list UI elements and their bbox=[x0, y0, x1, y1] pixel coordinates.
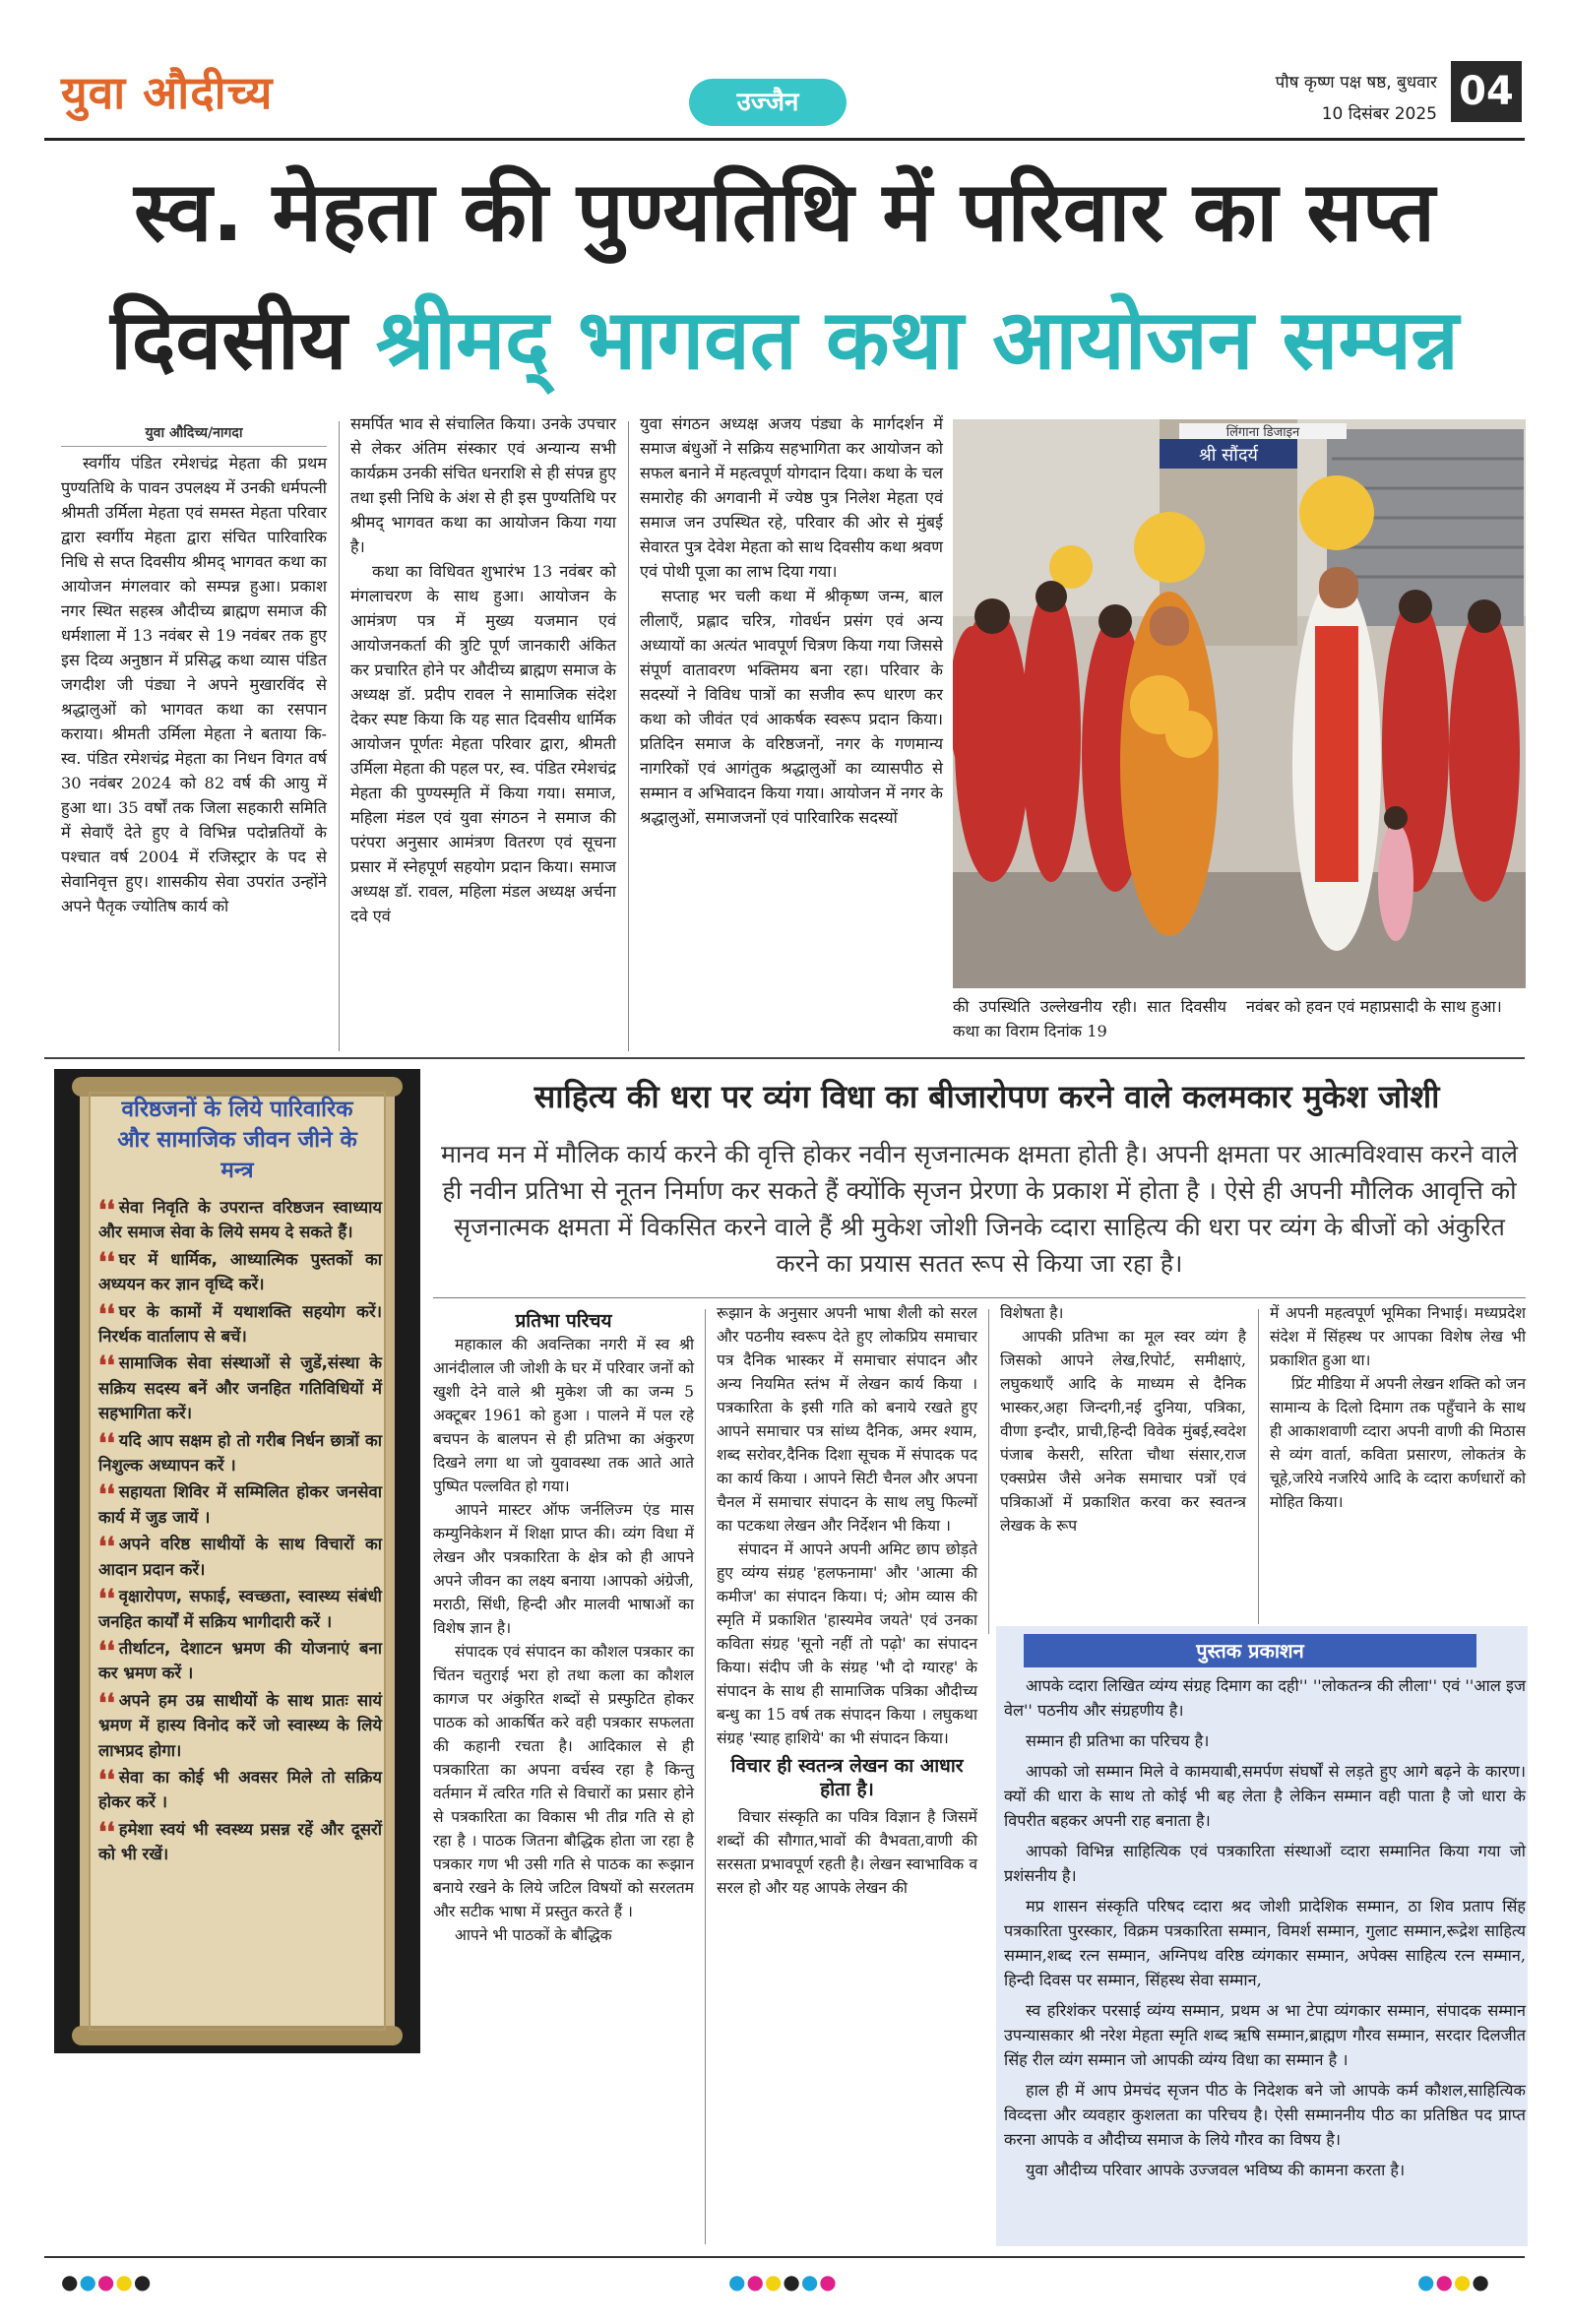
scroll-title: वरिष्ठजनों के लिये पारिवारिक और सामाजिक जीवन जीने के मन्त्र bbox=[117, 1097, 357, 1183]
scroll-item-text: अपने हम उम्र साथीयों के साथ प्रातः सायं भ्रमण में हास्य विनोद करें जो स्वास्थ्य के लिये लाभप्रद होगा। bbox=[98, 1690, 382, 1760]
story1-col2b-text: कथा का विधिवत शुभारंभ 13 नवंबर को मंगलाचरण के साथ हुआ। आयोजन के आमंत्रण पत्र में मुख्य यजमान एवं आयोजनकर्ता की त्रुटि पूर्ण जानकारी अंकित कर प्रचारित होने पर औदीच्य ब्राह्मण समाज के अध्यक्ष डॉ. प्रदीप रावल ने सामाजिक संदेश देकर स्पष्ट किया कि यह सात दिवसीय धार्मिक आयोजन पूर्णतः मेहता परिवार द्वारा, श्रीमती उर्मिला मेहता की पहल पर, स्व. पंडित रमेशचंद्र मेहता की पुण्यस्मृति में किया गया। समाज, महिला मंडल एवं युवा संगठन ने समाज की परंपरा अनुसार आमंत्रण वितरण एवं सूचना प्रसार में स्नेहपूर्ण सहयोग प्रदान किया। समाज अध्यक्ष डॉ. रावल, महिला मंडल अध्यक्ष अर्चना दवे एवं bbox=[350, 562, 616, 925]
story1-byline: युवा औदिच्य/नागदा bbox=[61, 421, 327, 447]
book-para: युवा औदीच्य परिवार आपके उज्जवल भविष्य की कामना करता है। bbox=[1026, 2161, 1406, 2179]
story1-col3b-text: सप्ताह भर चली कथा में श्रीकृष्ण जन्म, बाल लीलाएँ, प्रह्लाद चरित्र, गोवर्धन प्रसंग एवं अन्य अध्यायों का अत्यंत भावपूर्ण चित्रण किया गया जिससे संपूर्ण वातावरण भक्तिमय बना रहा। परिवार के सदस्यों ने विविध पात्रों का सजीव रूप धारण कर कथा को जीवंत एवं आकर्षक स्वरूप प्रदान किया। प्रतिदिन समाज के वरिष्ठजनों, नगर के गणमान्य नागरिकों एवं आगंतुक श्रद्धालुओं का व्यासपीठ से सम्मान व अभिवादन किया गया। आयोजन में नगर के श्रद्धालुओं, समाजजनों एवं पारिवारिक सदस्यों bbox=[640, 587, 943, 827]
quote-icon: ❛❛ bbox=[98, 1688, 115, 1719]
book-para: आपके व्दारा लिखित व्यंग्य संग्रह दिमाग का दही'' ''लोकतन्त्र की लीला'' एवं ''आल इज वेल'' पठनीय और संग्रहणीय है। bbox=[1004, 1676, 1526, 1720]
article2-col4b-text: प्रिंट मीडिया में अपनी लेखन शक्ति को जन सामान्य के दिलो दिमाग तक पहुँचाने के साथ ही आकाशवाणी व्दारा अपनी वाणी की मिठास से व्यंग वार्ता, कविता प्रसारण, लोकतंत्र के चूहे,जरिये नजरिये आदि के व्दारा कर्णधारों को मोहित किया। bbox=[1270, 1375, 1526, 1511]
story1-column-2 bbox=[350, 411, 616, 928]
book-box-body bbox=[1004, 1673, 1526, 2188]
photo-shop-sign-1: श्री सौंदर्य bbox=[1199, 445, 1258, 466]
footer-color-dots-right: ●●●● bbox=[1417, 2270, 1490, 2293]
book-para: स्व हरिशंकर परसाई व्यंग्य सम्मान, प्रथम अ भा टेपा व्यंगकार सम्मान, संपादक सम्मान उपन्यासकार श्री नरेश मेहता स्मृति शब्द ऋषि सम्मान,ब्राह्मण गौरव सम्मान, सरदार दिलजीत सिंह रील व्यंग सम्मान जो आपकी व्यंग्य विधा का सम्मान है । bbox=[1004, 2001, 1526, 2069]
article2-subhead-1: प्रतिभा परिचय bbox=[515, 1310, 612, 1332]
column-divider bbox=[339, 421, 340, 1051]
date-line-1: पौष कृष्ण पक्ष षष्ठ, बुधवार bbox=[1275, 73, 1437, 93]
scroll-item bbox=[98, 1479, 382, 1530]
scroll-item-text: हमेशा स्वयं भी स्वस्थ्य प्रसन्न रहें और दूसरों को भी रखें। bbox=[98, 1819, 382, 1864]
quote-icon: ❛❛ bbox=[98, 1480, 115, 1511]
quote-icon: ❛❛ bbox=[98, 1351, 115, 1382]
article2-col1-text: महाकाल की अवन्तिका नगरी में स्व श्री आनंदीलाल जी जोशी के घर में परिवार जनों को खुशी देने वाले श्री मुकेश जी का जन्म 5 अक्टूबर 1961 को हुआ । पालने में पल रहे बचपन के बालपन से ही प्रतिभा का अंकुरण दिखने लगा था जो युवावस्था तक आते आते पुष्पित पल्लवित हो गया। bbox=[433, 1336, 694, 1495]
footer-color-dots-left: ●●●●● bbox=[61, 2270, 153, 2293]
story1-col3a-text: युवा संगठन अध्यक्ष अजय पंड्या के मार्गदर्शन में समाज बंधुओं ने सक्रिय सहभागिता कर आयोजन को सफल बनाने में महत्वपूर्ण योगदान दिया। कथा के चल समारोह की अगवानी में ज्येष्ठ पुत्र निलेश मेहता एवं समाज जन उपस्थित रहे, परिवार की ओर से मुंबई सेवारत पुत्र देवेश मेहता को साथ दिवसीय कथा श्रवण एवं पोथी पूजा का लाभ दिया गया। bbox=[640, 414, 943, 581]
scroll-item bbox=[98, 1765, 382, 1815]
column-divider bbox=[628, 421, 629, 1051]
quote-icon: ❛❛ bbox=[98, 1636, 115, 1666]
article2-col3b-text: आपकी प्रतिभा का मूल स्वर व्यंग है जिसको आपने लेख,रिपोर्ट, समीक्षाएं, लघुकथाएँ आदि के माध्यम से दैनिक भास्कर,अहा जिन्दगी,नई दुनिया, पत्रिका, वीणा इन्दौर, प्राची,हिन्दी विवेक मुंबई,स्वदेश पंजाब केसरी, सरिता चौथा संसार,राज एक्सप्रेस जैसे अनेक समाचार पत्रों एवं पत्रिकाओं में प्रकाशित करवा कर स्वतन्त्र लेखक के रूप bbox=[1000, 1328, 1246, 1535]
article2-headline: साहित्य की धरा पर व्यंग विधा का बीजारोपण करने वाले कलमकार मुकेश जोशी bbox=[533, 1078, 1440, 1115]
scroll-list bbox=[98, 1195, 382, 1869]
section-divider bbox=[44, 1057, 1525, 1059]
quote-icon: ❛❛ bbox=[98, 1196, 115, 1225]
quote-icon: ❛❛ bbox=[98, 1247, 115, 1278]
dateline bbox=[1270, 67, 1437, 130]
scroll-item-text: घर के कामों में यथाशक्ति सहयोग करें।निरर्थक वार्तालाप से बचें। bbox=[98, 1301, 382, 1347]
article2-col4-text: में अपनी महत्वपूर्ण भूमिका निभाई। मध्यप्रदेश संदेश में सिंहस्थ पर आपका विशेष लेख भी प्रकाशित हुआ था। bbox=[1270, 1304, 1526, 1369]
procession-photo-illustration bbox=[953, 419, 1526, 988]
scroll-item bbox=[98, 1428, 382, 1478]
article2-col1b-text: आपने मास्टर ऑफ जर्नलिज्म एंड मास कम्युनिकेशन में शिक्षा प्राप्त की। व्यंग विधा में लेखन और पत्रकारिता के क्षेत्र को ही आपने अपने जीवन का लक्ष्य बनाया ।आपको अंग्रेजी, मराठी, सिंधी, हिन्दी और मालवी भाषाओं का विशेष ज्ञान है। bbox=[433, 1501, 694, 1637]
book-para: सम्मान ही प्रतिभा का परिचय है। bbox=[1026, 1731, 1210, 1750]
column-divider bbox=[988, 1309, 989, 1634]
procession-photo bbox=[953, 419, 1526, 988]
article2-column-4 bbox=[1270, 1301, 1526, 1514]
article2-col1c-text: संपादक एवं संपादन का कौशल पत्रकार का चिंतन चतुराई भरा हो तथा कला का कौशल कागज पर अंकुरित शब्दों से प्रस्फुटित होकर पाठक को आकर्षित करे वही पत्रकार सफलता की कहानी रचता है। आदिकाल से ही पत्रकारिता का अपना वर्चस्व रहा है किन्तु वर्तमान में त्वरित गति से विचारों का प्रसार होने से पत्रकारिता का विकास भी तीव्र गति से हो रहा है । पाठक जितना बौद्धिक होता जा रहा है पत्रकार गण भी उसी गति से पाठक का रूझान बनाये रखने के लिये जटिल विषयों को सरलतम और सटीक भाषा में प्रस्तुत करते हैं । bbox=[433, 1643, 694, 1920]
scroll-item bbox=[98, 1584, 382, 1634]
article2-subhead-2: विचार ही स्वतन्त्र लेखन का आधार होता है। bbox=[730, 1755, 964, 1800]
article2-col1d-text: आपने भी पाठकों के बौद्धिक bbox=[455, 1926, 612, 1944]
scroll-item bbox=[98, 1688, 382, 1763]
column-divider bbox=[1258, 1309, 1259, 1624]
scroll-item-text: सेवा का कोई भी अवसर मिले तो सक्रिय होकर करें । bbox=[98, 1767, 382, 1812]
scroll-item bbox=[98, 1195, 382, 1245]
headline-teal-part: श्रीमद् भागवत कथा आयोजन सम्पन्न bbox=[375, 291, 1459, 388]
article2-col2b-text: संपादन में आपने अपनी अमिट छाप छोड़ते हुए व्यंग्य संग्रह 'हलफनामा' और 'आत्मा की कमीज' का संपादन किया। पं; ओम व्यास की स्मृति में प्रकाशित 'हास्यमेव जयते' एवं उनका कविता संग्रह 'सूनो नहीं तो पढ़ो' का संपादन किया। संदीप जी के संग्रह 'भौ दो ग्यारह' के संपादन के साथ ही सामाजिक पत्रिका औदीच्य बन्धु का 15 वर्ष तक संपादन किया । लघुकथा संग्रह 'स्याह हाशिये' का भी संपादन किया। bbox=[717, 1540, 977, 1747]
scroll-item-text: सामाजिक सेवा संस्थाओं से जुडें,संस्था के सक्रिय सदस्य बनें और जनहित गतिविधियों में सहभागिता करें। bbox=[98, 1353, 382, 1423]
photo-caption-right: नवंबर को हवन एवं महाप्रसादी के साथ हुआ। bbox=[1246, 997, 1502, 1016]
scroll-item-text: सहायता शिविर में सम्मिलित होकर जनसेवा कार्य में जुड जायें । bbox=[98, 1482, 382, 1527]
header-rule bbox=[44, 138, 1525, 141]
book-para: हाल ही में आप प्रेमचंद सृजन पीठ के निदेशक बने जो आपके कर्म कौशल,साहित्यिक विव्दत्ता और व्यवहार कुशलता का परिचय है। ऐसी सम्माननीय पीठ का प्रतिष्ठित पद प्राप्त करना आपके व औदीच्य समाज के लिये गौरव का विषय है। bbox=[1004, 2081, 1526, 2149]
scroll-item bbox=[98, 1350, 382, 1425]
article2-col3-text: विशेषता है। bbox=[1000, 1304, 1064, 1322]
story1-column-3 bbox=[640, 411, 943, 830]
scroll-item-text: घर में धार्मिक, आध्यात्मिक पुस्तकों का अध्ययन कर ज्ञान वृध्दि करें। bbox=[98, 1249, 382, 1294]
article2-column-3 bbox=[1000, 1301, 1246, 1538]
story1-col1-text: स्वर्गीय पंडित रमेशचंद्र मेहता की प्रथम पुण्यतिथि के पावन उपलक्ष्य में उनकी धर्मपत्नी श्रीमती उर्मिला मेहता एवं समस्त मेहता परिवार द्वारा स्वर्गीय मेहता द्वारा संचित पारिवारिक निधि से सप्त दिवसीय श्रीमद् भागवत कथा का आयोजन मंगलवार को सम्पन्न हुआ। प्रकाश नगर स्थित सहस्त्र औदीच्य ब्राह्मण समाज की धर्मशाला में 13 नवंबर से 19 नवंबर तक हुए इस दिव्य अनुष्ठान में प्रसिद्ध कथा व्यास पंडित जगदीश जी पंड्या ने अपने मुखारविंद से श्रद्धालुओं को भागवत कथा का रसपान कराया। श्रीमती उर्मिला मेहता ने बताया कि- स्व. पंडित रमेशचंद्र मेहता का निधन विगत वर्ष 30 नवंबर 2024 को 82 वर्ष की आयु में हुआ था। 35 वर्षों तक जिला सहकारी समिति में सेवाएँ देते हुए वे विभिन्न पदोन्नतियों के पश्चात वर्ष 2004 में रजिस्ट्रार के पद से सेवानिवृत्त हुए। शासकीय सेवा उपरांत उन्होंने अपने पैतृक ज्योतिष कार्य को bbox=[61, 454, 327, 915]
scroll-item-text: सेवा निवृति के उपरान्त वरिष्ठजन स्वाध्याय और समाज सेवा के लिये समय दे सकते हैं। bbox=[98, 1198, 382, 1242]
scroll-item bbox=[98, 1299, 382, 1350]
quote-icon: ❛❛ bbox=[98, 1299, 115, 1330]
story1-col2a-text: समर्पित भाव से संचालित किया। उनके उपचार से लेकर अंतिम संस्कार एवं अन्यान्य सभी कार्यक्रम उनकी संचित धनराशि से ही संपन्न हुए तथा इसी निधि के अंश से ही इस पुण्यतिथि पर श्रीमद् भागवत कथा का आयोजन किया गया है। bbox=[350, 414, 616, 556]
scroll-item bbox=[98, 1817, 382, 1867]
quote-icon: ❛❛ bbox=[98, 1533, 115, 1563]
article2-intro: मानव मन में मौलिक कार्य करने की वृत्ति होकर नवीन सृजनात्मक क्षमता होती है। अपनी क्षमता पर आत्मविश्वास करने वाले ही नवीन प्रतिभा से नूतन निर्माण कर सकते हैं क्योंकि सृजन प्रेरणा के प्रकाश में होता है । ऐसे ही अपनी मौलिक आवृत्ति को सृजनात्मक क्षमता में विकसित करने वाले हैं श्री मुकेश जोशी जिनके व्दारा साहित्य की धरा पर व्यंग के बीजों को अंकुरित करने का प्रयास सतत रूप से किया जा रहा है। bbox=[440, 1140, 1519, 1278]
scroll-item bbox=[98, 1247, 382, 1297]
scroll-item bbox=[98, 1532, 382, 1582]
scroll-item-text: यदि आप सक्षम हो तो गरीब निर्धन छात्रों का निशुल्क अध्यापन करें । bbox=[98, 1430, 382, 1476]
scroll-item bbox=[98, 1636, 382, 1686]
photo-caption-left: की उपस्थिति उल्लेखनीय रही। सात दिवसीय कथा का विराम दिनांक 19 bbox=[953, 997, 1226, 1040]
quote-icon: ❛❛ bbox=[98, 1585, 115, 1615]
main-headline-line1: स्व. मेहता की पुण्यतिथि में परिवार का सप्त bbox=[134, 163, 1435, 260]
quote-icon: ❛❛ bbox=[98, 1817, 115, 1848]
page-number: 04 bbox=[1451, 61, 1522, 122]
book-box-title: पुस्तक प्रकाशन bbox=[1024, 1634, 1476, 1667]
footer-rule bbox=[44, 2256, 1525, 2258]
section-tab: उज्जैन bbox=[689, 79, 847, 126]
story1-column-1 bbox=[61, 421, 327, 918]
article2-col2-text: रूझान के अनुसार अपनी भाषा शैली को सरल और पठनीय स्वरूप देते हुए लोकप्रिय समाचार पत्र दैनिक भास्कर में समाचार संपादन और अन्य नियमित स्तंभ में लेखन कार्य किया । पत्रकारिता के इसी गति को बनाये रखते हुए आपने समाचार पत्र सांध्य दैनिक, अमर श्याम, शब्द सरोवर,दैनिक दिशा सूचक में संपादक पद का कार्य किया । आपने सिटी चैनल और अपना चैनल में समाचार संपादन के साथ लघु फिल्मों का पटकथा लेखन और निर्देशन भी किया । bbox=[717, 1304, 977, 1535]
footer-color-dots-center: ●●●●●● bbox=[728, 2270, 838, 2293]
article2-column-2 bbox=[717, 1301, 977, 1900]
quote-icon: ❛❛ bbox=[98, 1428, 115, 1459]
scroll-item-text: तीर्थाटन, देशाटन भ्रमण की योजनाएं बना कर भ्रमण करें । bbox=[98, 1638, 382, 1683]
masthead-logo: युवा औदीच्य bbox=[61, 66, 274, 119]
scroll-item-text: वृक्षारोपण, सफाई, स्वच्छता, स्वास्थ्य संबंधी जनहित कार्यों में सक्रिय भागीदारी करें । bbox=[98, 1587, 382, 1631]
quote-icon: ❛❛ bbox=[98, 1765, 115, 1795]
scroll-item-text: अपने वरिष्ठ साथीयों के साथ विचारों का आदान प्रदान करें। bbox=[98, 1535, 382, 1579]
main-headline-line2 bbox=[44, 285, 1525, 394]
book-para: मप्र शासन संस्कृति परिषद व्दारा श्रद जोशी प्रादेशिक सम्मान, ठा शिव प्रताप सिंह पत्रकारिता पुरस्कार, विक्रम पत्रकारिता सम्मान, विमर्श सम्मान, गुलाट सम्मान,रूद्रेश साहित्य सम्मान,शब्द रत्न सम्मान, अग्निपथ वरिष्ठ व्यंगकार सम्मान, अपेक्स साहित्य रत्न सम्मान, हिन्दी दिवस पर सम्मान, सिंहस्थ सेवा सम्मान, bbox=[1004, 1897, 1526, 1989]
book-para: आपको जो सम्मान मिले वे कामयाबी,समर्पण संघर्षों से लड़ते हुए आगे बढ़ने के कारण। क्यों की धारा के साथ तो कोई भी बह लेता है लेकिन सम्मान वही पाता है जो धारा के विपरीत बहकर अपनी राह बनाता है। bbox=[1004, 1762, 1526, 1830]
column-divider bbox=[705, 1309, 706, 2244]
article2-column-1 bbox=[433, 1309, 694, 1947]
headline-black-part: दिवसीय bbox=[110, 291, 347, 388]
photo-shop-sign-2: लिंगाना डिजाइन bbox=[1225, 425, 1300, 440]
intro-divider bbox=[433, 1297, 1526, 1298]
article2-col2c-text: विचार संस्कृति का पवित्र विज्ञान है जिसमें शब्दों की सौगात,भावों की वैभवता,वाणी की सरसता प्रभावपूर्ण रहती है। लेखन स्वाभाविक व सरल हो और यह आपके लेखन की bbox=[717, 1808, 977, 1897]
date-line-2: 10 दिसंबर 2025 bbox=[1321, 104, 1437, 124]
book-para: आपको विभिन्न साहित्यिक एवं पत्रकारिता संस्थाओं व्दारा सम्मानित किया गया जो प्रशंसनीय है। bbox=[1004, 1842, 1526, 1885]
